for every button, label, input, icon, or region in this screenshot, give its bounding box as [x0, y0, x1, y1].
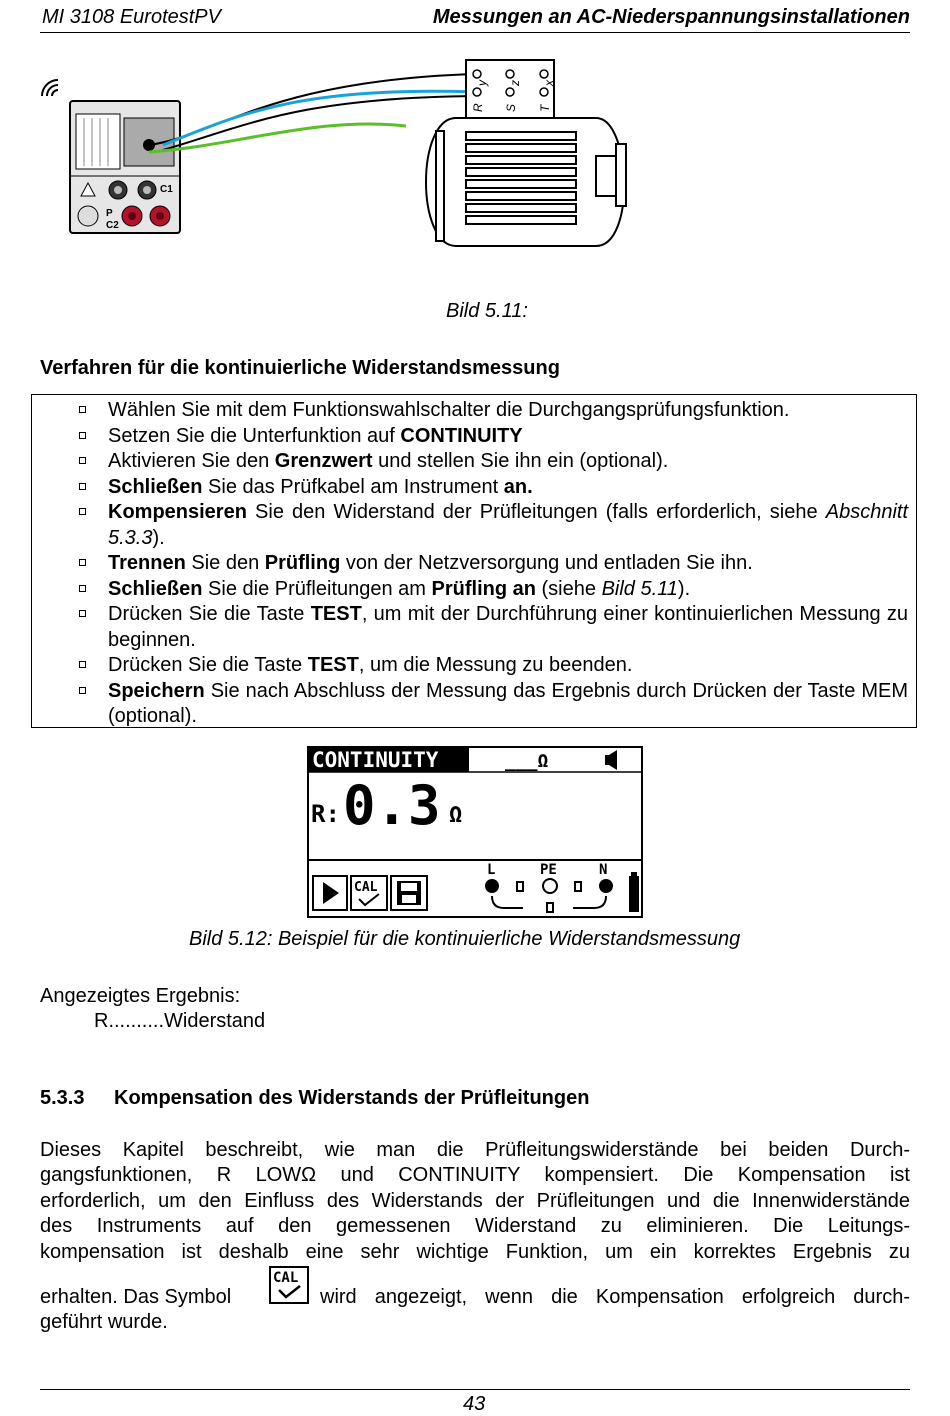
cal-icon — [351, 876, 387, 910]
svg-text:y: y — [475, 80, 489, 86]
procedure-step — [32, 551, 916, 577]
procedure-step — [32, 679, 916, 730]
section-line-6b: wird angezeigt, wenn die Kompensation erfolgreich durch- — [320, 1286, 910, 1308]
lcd-display — [307, 746, 643, 918]
procedure-step — [32, 449, 916, 475]
result-heading: Angezeigtes Ergebnis: — [40, 985, 241, 1007]
section-number: 5.3.3 — [40, 1087, 85, 1109]
checkbox-bullet-icon — [79, 559, 86, 566]
procedure-step-text: Sie das Prüfkabel am Instrument — [202, 475, 504, 498]
procedure-step — [32, 398, 916, 424]
battery-icon — [629, 872, 639, 912]
procedure-step-text: Sie den — [185, 552, 265, 574]
procedure-step-text: Drücken Sie die Taste — [108, 603, 311, 625]
procedure-step-text: Abschnitt 5.3.3 — [108, 501, 908, 549]
figure-caption-2: Bild 5.12: Beispiel für die kontinuierliche Widerstandsmessung — [189, 928, 741, 950]
section-paragraph-line: gangsfunktionen, R LOWΩ und CONTINUITY kompensiert. Die Kompensation ist — [40, 1164, 910, 1186]
procedure-step-text: an. — [503, 475, 533, 498]
terminal-status-icon — [485, 879, 613, 912]
lcd-r-value: 0.3 — [343, 774, 441, 837]
checkbox-bullet-icon — [79, 661, 86, 668]
procedure-step-text: und stellen Sie ihn ein (optional). — [372, 450, 669, 472]
procedure-step-text: CONTINUITY — [400, 424, 523, 447]
procedure-step — [32, 577, 916, 603]
checkbox-bullet-icon — [79, 406, 86, 413]
lcd-limit: ___Ω — [505, 751, 549, 772]
checkbox-bullet-icon — [79, 610, 86, 617]
checkbox-bullet-icon — [79, 457, 86, 464]
lcd-r-label: R: — [311, 800, 340, 828]
procedure-step-text: Sie nach Abschluss der Messung das Ergebnis durch Drücken der Taste MEM (optional). — [108, 679, 908, 727]
procedure-step — [32, 602, 916, 653]
svg-text:P: P — [106, 208, 113, 219]
procedure-step-text: Drücken Sie die Taste — [108, 654, 308, 676]
footer-divider — [40, 1389, 910, 1390]
procedure-step — [32, 424, 916, 450]
procedure-step-text: (siehe — [535, 577, 602, 600]
procedure-step-text: Speichern — [108, 679, 205, 702]
procedure-step-text: TEST — [310, 603, 362, 625]
checkbox-bullet-icon — [79, 432, 86, 439]
section-paragraph-line: kompensation ist deshalb eine sehr wichtige Funktion, um ein korrektes Ergebnis zu — [40, 1241, 910, 1263]
wireless-icon — [42, 80, 58, 96]
procedure-step-text: Bild 5.11 — [601, 577, 678, 600]
section-paragraph-line: des Instruments auf den gemessenen Widerstand zu eliminieren. Die Leitungs- — [40, 1215, 910, 1237]
lcd-pe-label: PE — [540, 862, 557, 878]
cal-symbol-icon — [269, 1266, 309, 1304]
section-line-6a: erhalten. Das Symbol — [40, 1286, 232, 1308]
procedure-step-text: Prüfling an — [431, 577, 536, 600]
procedure-box — [31, 394, 917, 728]
procedure-step — [32, 653, 916, 679]
header-title-left: MI 3108 EurotestPV — [42, 6, 221, 28]
section-title: Kompensation des Widerstands der Prüfleitungen — [114, 1087, 590, 1109]
procedure-step-text: Aktivieren Sie den — [108, 450, 275, 472]
connection-diagram — [36, 56, 646, 256]
procedure-step-text: ). — [677, 577, 691, 600]
procedure-step-text: Sie die Prüfleitungen am — [202, 577, 432, 600]
svg-text:z: z — [508, 80, 522, 86]
procedure-step — [32, 500, 916, 551]
procedure-step-text: Trennen — [108, 552, 186, 574]
figure-caption: Bild 5.11: — [446, 300, 528, 322]
svg-text:T: T — [538, 104, 552, 112]
procedure-step-text: Prüfling — [264, 552, 341, 574]
svg-text:CAL: CAL — [354, 880, 378, 895]
procedure-heading: Verfahren für die kontinuierliche Widerstandsmessung — [40, 357, 560, 379]
procedure-step-text: , um mit der Durchführung einer kontinuierlichen Messung zu beginnen. — [108, 603, 908, 651]
section-paragraph-line: Dieses Kapitel beschreibt, wie man die Prüfleitungswiderstände bei beiden Durch- — [40, 1139, 910, 1161]
lcd-l-label: L — [487, 862, 496, 878]
svg-text:CAL: CAL — [273, 1270, 299, 1286]
speaker-icon — [605, 750, 617, 770]
section-line-7: geführt wurde. — [40, 1311, 168, 1333]
procedure-step-text: Kompensieren — [108, 501, 247, 523]
procedure-step-text: Schließen — [108, 577, 203, 600]
checkbox-bullet-icon — [79, 585, 86, 592]
save-icon — [391, 876, 427, 910]
procedure-list — [32, 398, 916, 730]
checkbox-bullet-icon — [79, 483, 86, 490]
procedure-step-text: ). — [152, 526, 165, 549]
checkbox-bullet-icon — [79, 687, 86, 694]
procedure-step-text: von der Netzversorgung und entladen Sie ihn. — [340, 552, 753, 574]
procedure-step-text: Grenzwert — [274, 450, 373, 472]
svg-text:C2: C2 — [106, 220, 119, 231]
lcd-r-unit: Ω — [449, 803, 463, 828]
lcd-title: CONTINUITY — [312, 748, 439, 772]
procedure-step-text: Schließen — [108, 475, 203, 498]
header-title-right: Messungen an AC-Niederspannungsinstallationen — [432, 6, 910, 28]
instrument-icon — [70, 101, 180, 233]
result-value: R..........Widerstand — [94, 1010, 266, 1032]
svg-text:x: x — [542, 80, 556, 86]
section-paragraph-line: erforderlich, um den Einfluss des Widerstands der Prüfleitungen und die Innenwiderstände — [40, 1190, 910, 1212]
page-header — [40, 6, 910, 33]
procedure-step-text: Wählen Sie mit dem Funktionswahlschalter die Durchgangsprüfungsfunktion. — [108, 399, 790, 421]
page-number: 43 — [463, 1393, 486, 1415]
run-icon — [313, 876, 347, 910]
lcd-n-label: N — [599, 862, 608, 878]
checkbox-bullet-icon — [79, 508, 86, 515]
procedure-step-text: TEST — [307, 654, 359, 676]
procedure-step-text: Sie den Widerstand der Prüfleitungen (falls erforderlich, siehe — [246, 501, 826, 523]
procedure-step-text: , um die Messung zu beenden. — [358, 654, 633, 676]
svg-text:R: R — [471, 103, 485, 112]
procedure-step-text: Setzen Sie die Unterfunktion auf — [108, 424, 401, 447]
svg-text:S: S — [504, 103, 518, 112]
svg-text:C1: C1 — [160, 184, 173, 195]
procedure-step — [32, 475, 916, 501]
